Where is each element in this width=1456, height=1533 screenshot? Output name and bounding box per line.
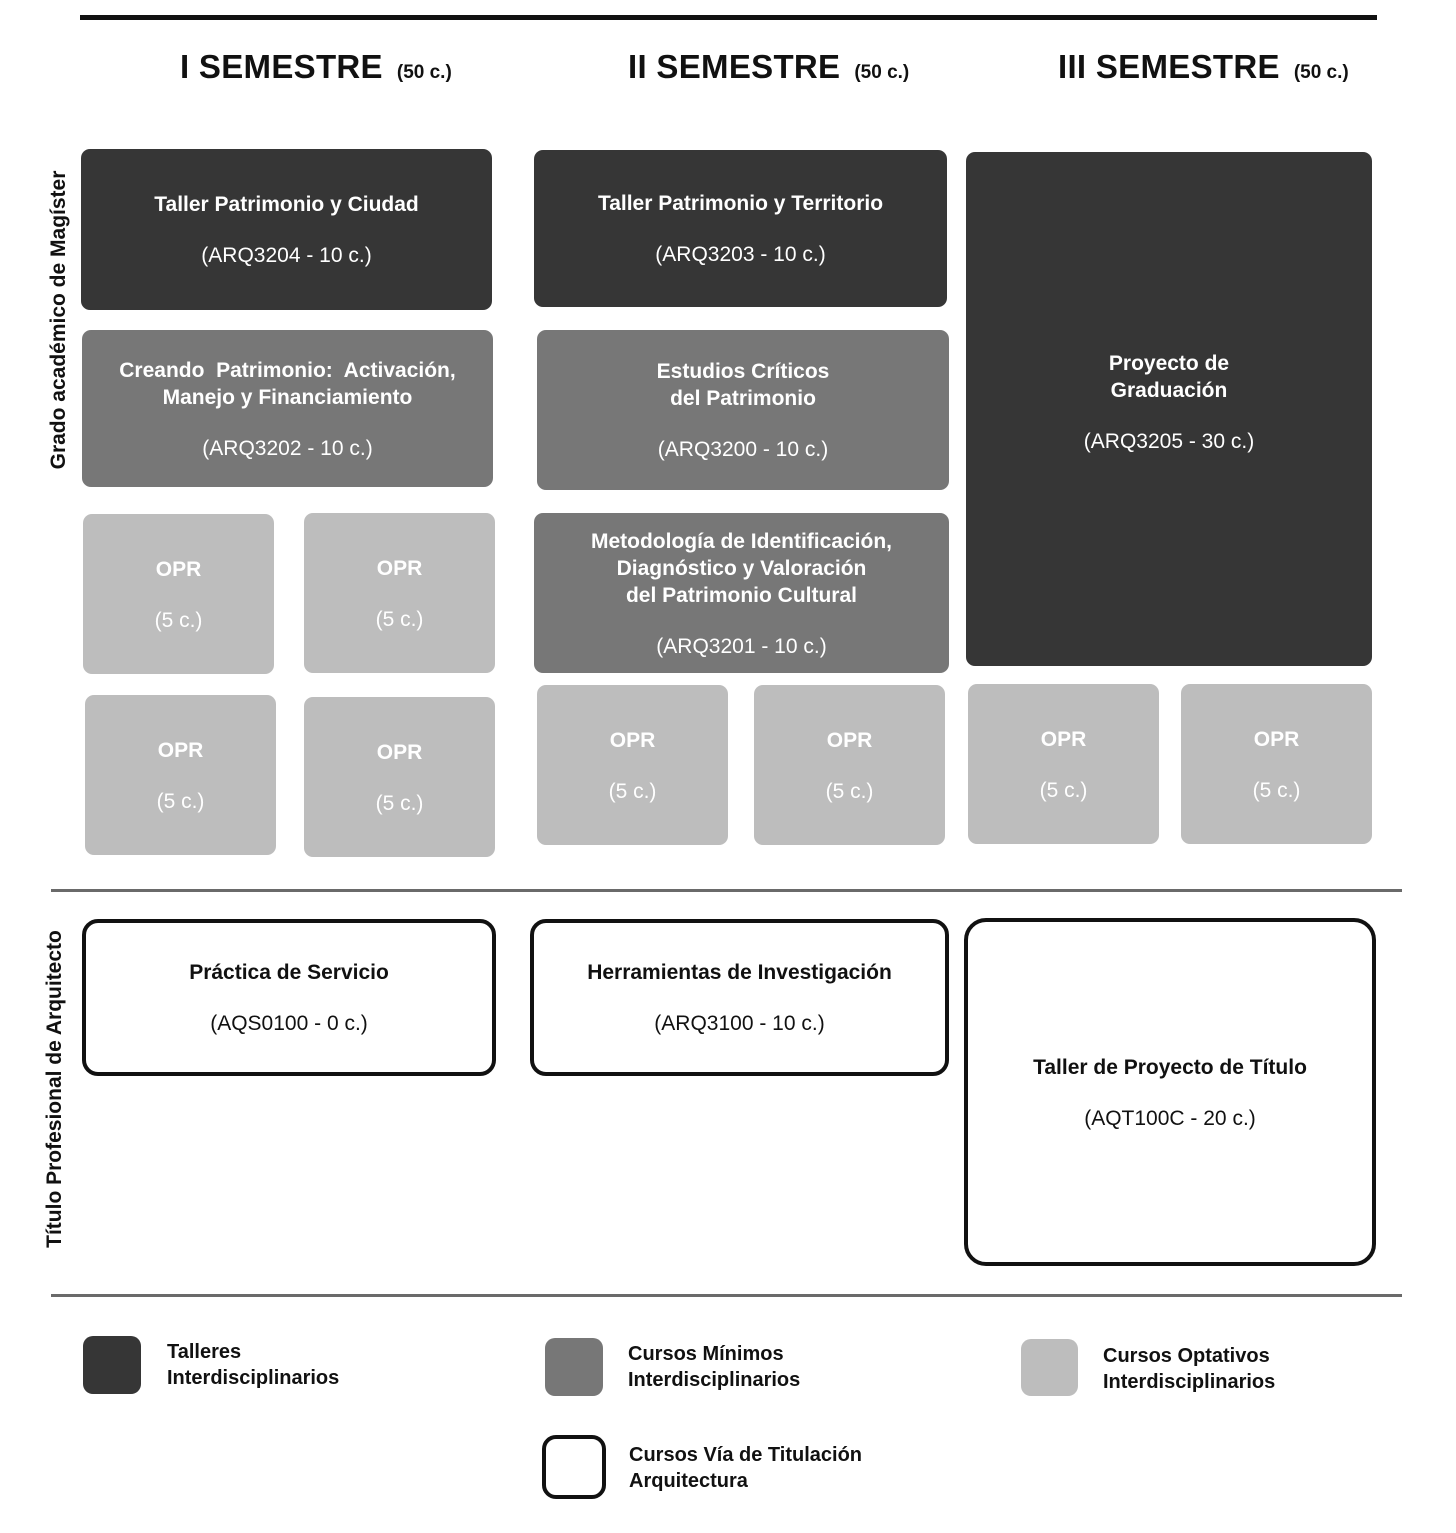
title-line: Diagnóstico y Valoración bbox=[616, 556, 867, 580]
course-opr[interactable] bbox=[754, 685, 945, 845]
semester-3-header bbox=[1058, 48, 1349, 86]
course-opr[interactable] bbox=[537, 685, 728, 845]
legend-label-optativos bbox=[1103, 1343, 1275, 1395]
course-credits: (5 c.) bbox=[1039, 778, 1088, 802]
semester-title: III SEMESTRE bbox=[1058, 48, 1280, 85]
course-creando-patrimonio[interactable] bbox=[82, 330, 493, 487]
course-title: Taller Patrimonio y Territorio bbox=[597, 192, 884, 215]
title-line: Metodología de Identificación, bbox=[590, 529, 892, 553]
course-title bbox=[657, 358, 830, 412]
course-title: Herramientas de Investigación bbox=[587, 961, 892, 984]
side-label-magister: Grado académico de Magíster bbox=[47, 170, 70, 470]
course-title: Taller Patrimonio y Ciudad bbox=[154, 193, 419, 216]
course-opr[interactable] bbox=[1181, 684, 1372, 844]
legend-divider bbox=[51, 1294, 1402, 1297]
course-code: (ARQ3204 - 10 c.) bbox=[201, 244, 372, 267]
course-title: OPR bbox=[376, 740, 423, 764]
course-title: OPR bbox=[826, 728, 873, 752]
course-title bbox=[1109, 350, 1229, 404]
legend-line: Cursos Vía de Titulación bbox=[629, 1444, 863, 1466]
course-proyecto-graduacion[interactable] bbox=[966, 152, 1372, 666]
course-practica-servicio[interactable] bbox=[82, 919, 496, 1076]
course-opr[interactable] bbox=[968, 684, 1159, 844]
semester-credits: (50 c.) bbox=[396, 62, 452, 83]
course-title: OPR bbox=[609, 728, 656, 752]
course-credits: (5 c.) bbox=[825, 779, 874, 803]
course-credits: (5 c.) bbox=[608, 779, 657, 803]
legend-line: Talleres bbox=[167, 1341, 242, 1363]
title-line: Estudios Críticos bbox=[656, 360, 830, 383]
legend-line: Cursos Mínimos bbox=[628, 1343, 784, 1365]
course-credits: (5 c.) bbox=[154, 608, 203, 632]
title-line: Graduación bbox=[1110, 379, 1228, 402]
course-title bbox=[591, 528, 892, 609]
legend-label-talleres bbox=[167, 1339, 339, 1391]
semester-credits: (50 c.) bbox=[1293, 62, 1349, 83]
course-code: (ARQ3201 - 10 c.) bbox=[656, 634, 827, 658]
semester-credits: (50 c.) bbox=[854, 62, 910, 83]
legend-line: Cursos Optativos bbox=[1103, 1345, 1270, 1367]
semester-1-header bbox=[180, 48, 452, 86]
course-code: (ARQ3203 - 10 c.) bbox=[655, 243, 826, 266]
title-line: del Patrimonio Cultural bbox=[625, 583, 857, 607]
title-line: Creando Patrimonio: Activación, bbox=[119, 358, 456, 382]
legend-swatch-minimos bbox=[545, 1338, 603, 1396]
course-title: OPR bbox=[155, 557, 202, 581]
legend-line: Arquitectura bbox=[629, 1470, 748, 1492]
course-title: OPR bbox=[376, 556, 423, 580]
course-title: OPR bbox=[1040, 727, 1087, 751]
course-taller-patrimonio-ciudad[interactable] bbox=[81, 149, 492, 310]
course-opr[interactable] bbox=[85, 695, 276, 855]
course-opr[interactable] bbox=[304, 513, 495, 673]
course-code: (ARQ3100 - 10 c.) bbox=[654, 1012, 825, 1035]
course-credits: (5 c.) bbox=[375, 791, 424, 815]
legend-swatch-optativos bbox=[1021, 1339, 1078, 1396]
course-code: (AQT100C - 20 c.) bbox=[1084, 1106, 1256, 1130]
section-divider bbox=[51, 889, 1402, 892]
title-line: Manejo y Financiamiento bbox=[162, 385, 413, 409]
legend-swatch-via-titulacion bbox=[542, 1435, 606, 1499]
course-title: OPR bbox=[157, 738, 204, 762]
course-herramientas-investigacion[interactable] bbox=[530, 919, 949, 1076]
course-code: (ARQ3200 - 10 c.) bbox=[657, 438, 829, 461]
semester-title: I SEMESTRE bbox=[180, 48, 383, 85]
course-title bbox=[119, 357, 455, 411]
title-line: Proyecto de bbox=[1108, 352, 1230, 375]
course-taller-patrimonio-territorio[interactable] bbox=[534, 150, 947, 307]
legend-line: Interdisciplinarios bbox=[628, 1369, 801, 1391]
legend-line: Interdisciplinarios bbox=[167, 1367, 340, 1389]
top-rule bbox=[80, 15, 1377, 20]
course-credits: (5 c.) bbox=[156, 789, 205, 813]
course-estudios-criticos[interactable] bbox=[537, 330, 949, 490]
course-code: (ARQ3202 - 10 c.) bbox=[202, 436, 373, 460]
course-opr[interactable] bbox=[304, 697, 495, 857]
semester-2-header bbox=[628, 48, 909, 86]
legend-swatch-talleres bbox=[83, 1336, 141, 1394]
side-label-titulo: Título Profesional de Arquitecto bbox=[43, 930, 66, 1248]
legend-label-minimos bbox=[628, 1341, 800, 1393]
course-title: Práctica de Servicio bbox=[189, 961, 389, 984]
course-credits: (5 c.) bbox=[1252, 778, 1301, 802]
course-code: (AQS0100 - 0 c.) bbox=[210, 1012, 368, 1035]
legend-line: Interdisciplinarios bbox=[1103, 1371, 1276, 1393]
course-code: (ARQ3205 - 30 c.) bbox=[1083, 430, 1255, 453]
course-title: Taller de Proyecto de Título bbox=[1033, 1055, 1307, 1079]
semester-title: II SEMESTRE bbox=[628, 48, 841, 85]
title-line: del Patrimonio bbox=[670, 387, 816, 410]
course-title: OPR bbox=[1253, 727, 1300, 751]
course-metodologia[interactable] bbox=[534, 513, 949, 673]
course-credits: (5 c.) bbox=[375, 607, 424, 631]
legend-label-via-titulacion bbox=[629, 1442, 862, 1494]
course-taller-proyecto-titulo[interactable] bbox=[964, 918, 1376, 1266]
course-opr[interactable] bbox=[83, 514, 274, 674]
